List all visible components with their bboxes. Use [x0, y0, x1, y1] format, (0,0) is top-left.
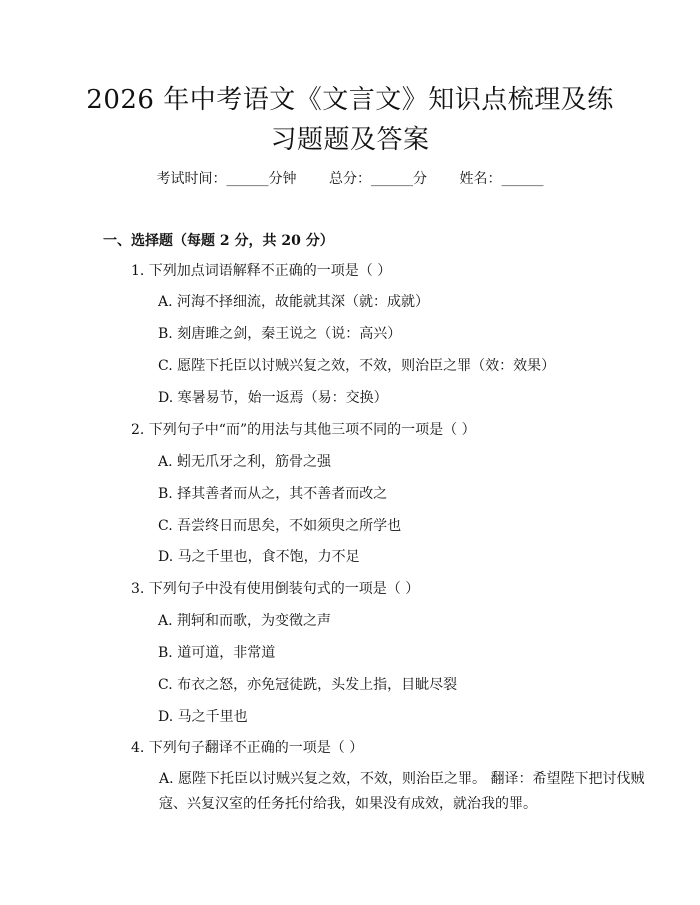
student-name-label: 姓名：______	[459, 171, 544, 187]
question-option: B. 刻唐雎之剑，秦王说之（说：高兴）	[158, 326, 402, 342]
question-option: B. 择其善者而从之，其不善者而改之	[158, 486, 388, 502]
question-option: A. 荆轲和而歌，为变徵之声	[158, 613, 332, 629]
question-option: D. 马之千里也	[158, 709, 248, 725]
total-score-label: 总分：______分	[329, 171, 427, 187]
title-line-2: 习题题及答案	[270, 125, 430, 155]
question-option: C. 愿陛下托臣以讨贼兴复之效，不效，则治臣之罪（效：效果）	[158, 358, 556, 374]
question-stem: 4. 下列句子翻译不正确的一项是（ ）	[131, 740, 364, 756]
question-stem: 3. 下列句子中没有使用倒装句式的一项是（ ）	[131, 581, 420, 597]
exam-time-label: 考试时间：______分钟	[156, 171, 297, 187]
question-option: A. 河海不择细流，故能就其深（就：成就）	[158, 294, 430, 310]
document-title	[60, 80, 640, 160]
title-line-1: 2026 年中考语文《文言文》知识点梳理及练	[86, 85, 614, 115]
exam-info	[0, 168, 700, 188]
question-stem: 2. 下列句子中“而”的用法与其他三项不同的一项是（ ）	[131, 422, 476, 438]
section-header: 一、选择题（每题 2 分，共 20 分）	[103, 233, 334, 249]
question-option: B. 道可道，非常道	[158, 645, 276, 661]
question-option: C. 吾尝终日而思矣，不如须臾之所学也	[158, 518, 402, 534]
question-option: C. 布衣之怒，亦免冠徒跣，头发上指，目眦尽裂	[158, 677, 458, 693]
question-option: A. 蚓无爪牙之利，筋骨之强	[158, 454, 332, 470]
question-answer-paragraph: A. 愿陛下托臣以讨贼兴复之效，不效，则治臣之罪。 翻译：希望陛下把讨伐贼寇、兴复汉室的任务托付给我，如果没有成效，就治我的罪。	[159, 771, 645, 812]
question-option: D. 寒暑易节，始一返焉（易：交换）	[158, 390, 388, 406]
question-option: D. 马之千里也，食不饱，力不足	[158, 549, 360, 565]
question-stem: 1. 下列加点词语解释不正确的一项是（ ）	[131, 263, 392, 279]
